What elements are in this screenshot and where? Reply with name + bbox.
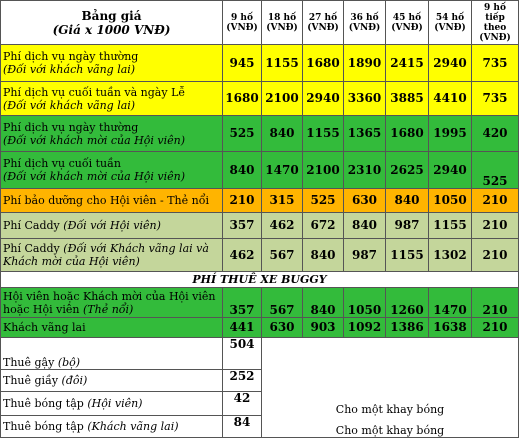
price-cell: 2940: [429, 152, 472, 189]
row-label: Phí dịch vụ ngày thường (Đối với khách mời của Hội viên): [1, 116, 223, 152]
price-cell: 840: [303, 239, 344, 272]
price-cell: 2100: [262, 82, 303, 116]
row-label: Thuê gậy (bộ): [1, 338, 223, 370]
price-cell: 525: [303, 189, 344, 213]
buggy-title: PHÍ THUÊ XE BUGGY: [1, 272, 519, 288]
table-row: [1, 189, 519, 213]
row-label: Phí Caddy (Đối với Khách vãng lai và Khách mời của Hội viên): [1, 239, 223, 272]
table-row: [1, 416, 519, 438]
table-row: [1, 318, 519, 338]
price-cell: 504: [223, 338, 262, 370]
price-cell: 525: [472, 152, 519, 189]
section-header: [1, 272, 519, 288]
row-label: Thuê giầy (đôi): [1, 370, 223, 392]
table-row: [1, 338, 519, 370]
price-cell: 210: [223, 189, 262, 213]
price-cell: 4410: [429, 82, 472, 116]
header-row: [1, 1, 519, 45]
table-row: [1, 45, 519, 82]
price-cell: 1092: [344, 318, 386, 338]
price-cell: 840: [303, 288, 344, 318]
row-label: Hội viên hoặc Khách mời của Hội viên hoặc Hội viên (Thẻ nổi): [1, 288, 223, 318]
price-cell: 84: [223, 416, 262, 438]
price-cell: 1680: [386, 116, 429, 152]
price-cell: 2940: [303, 82, 344, 116]
price-cell: 840: [344, 213, 386, 239]
price-cell: 315: [262, 189, 303, 213]
price-cell: 630: [344, 189, 386, 213]
column-header: 18 hố (VNĐ): [262, 1, 303, 45]
price-cell: 1260: [386, 288, 429, 318]
price-cell: 210: [472, 239, 519, 272]
price-cell: 903: [303, 318, 344, 338]
price-cell: 1155: [429, 213, 472, 239]
price-cell: 630: [262, 318, 303, 338]
row-label: Phí bảo dưỡng cho Hội viên - Thẻ nổi: [1, 189, 223, 213]
row-label: Thuê bóng tập (Khách vãng lai): [1, 416, 223, 438]
remark-cell: Cho một khay bóng: [262, 392, 519, 416]
price-cell: 3885: [386, 82, 429, 116]
row-label: Phí Caddy (Đối với Hội viên): [1, 213, 223, 239]
price-cell: 1470: [262, 152, 303, 189]
row-label: Khách vãng lai: [1, 318, 223, 338]
price-cell: 735: [472, 45, 519, 82]
price-cell: 1995: [429, 116, 472, 152]
remark-cell: [262, 370, 519, 392]
row-label: Phí dịch vụ cuối tuần (Đối với khách mời của Hội viên): [1, 152, 223, 189]
price-cell: 2310: [344, 152, 386, 189]
price-cell: 357: [223, 213, 262, 239]
column-header: 45 hố (VNĐ): [386, 1, 429, 45]
price-cell: 441: [223, 318, 262, 338]
price-cell: 420: [472, 116, 519, 152]
table-row: [1, 213, 519, 239]
price-cell: 2625: [386, 152, 429, 189]
row-label: Phí dịch vụ cuối tuần và ngày Lễ (Đối với khách vãng lai): [1, 82, 223, 116]
price-cell: 1470: [429, 288, 472, 318]
price-cell: 945: [223, 45, 262, 82]
price-cell: 210: [472, 213, 519, 239]
table-row: [1, 239, 519, 272]
price-cell: 840: [386, 189, 429, 213]
price-cell: 252: [223, 370, 262, 392]
price-cell: 735: [472, 82, 519, 116]
table-subtitle: (Giá x 1000 VNĐ): [52, 22, 171, 37]
price-cell: 672: [303, 213, 344, 239]
price-cell: 462: [223, 239, 262, 272]
column-header: 27 hố (VNĐ): [303, 1, 344, 45]
price-cell: 1050: [429, 189, 472, 213]
table-title-cell: [1, 1, 223, 45]
table-row: [1, 116, 519, 152]
column-header: 36 hố (VNĐ): [344, 1, 386, 45]
price-cell: 525: [223, 116, 262, 152]
price-cell: 2940: [429, 45, 472, 82]
price-cell: 3360: [344, 82, 386, 116]
table-row: [1, 392, 519, 416]
table-row: [1, 82, 519, 116]
price-cell: 462: [262, 213, 303, 239]
price-cell: 987: [386, 213, 429, 239]
column-header: 54 hố (VNĐ): [429, 1, 472, 45]
price-cell: 1302: [429, 239, 472, 272]
price-cell: 1155: [303, 116, 344, 152]
table-row: [1, 370, 519, 392]
table-title: Bảng giá: [81, 8, 142, 23]
price-cell: 357: [223, 288, 262, 318]
price-cell: 1386: [386, 318, 429, 338]
price-cell: 567: [262, 239, 303, 272]
column-header: 9 hố tiếp theo (VNĐ): [472, 1, 519, 45]
price-cell: 840: [223, 152, 262, 189]
price-cell: 1050: [344, 288, 386, 318]
row-label: Thuê bóng tập (Hội viên): [1, 392, 223, 416]
table-row: [1, 152, 519, 189]
remark-cell: Cho một khay bóng: [262, 416, 519, 438]
price-cell: 840: [262, 116, 303, 152]
price-cell: 1155: [262, 45, 303, 82]
table-row: [1, 288, 519, 318]
price-cell: 1680: [303, 45, 344, 82]
price-cell: 1680: [223, 82, 262, 116]
price-cell: 2100: [303, 152, 344, 189]
price-cell: 210: [472, 318, 519, 338]
price-cell: 1155: [386, 239, 429, 272]
price-cell: 210: [472, 189, 519, 213]
price-cell: 1638: [429, 318, 472, 338]
price-cell: 1365: [344, 116, 386, 152]
column-header: 9 hố (VNĐ): [223, 1, 262, 45]
price-cell: 210: [472, 288, 519, 318]
price-cell: 987: [344, 239, 386, 272]
price-cell: 567: [262, 288, 303, 318]
price-cell: 2415: [386, 45, 429, 82]
remark-cell: [262, 338, 519, 370]
price-cell: 1890: [344, 45, 386, 82]
row-label: Phí dịch vụ ngày thường (Đối với khách vãng lai): [1, 45, 223, 82]
price-cell: 42: [223, 392, 262, 416]
